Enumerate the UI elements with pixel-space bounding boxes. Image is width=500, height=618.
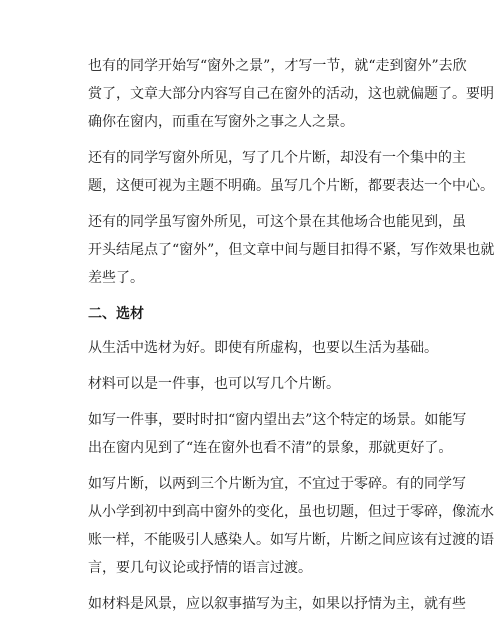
text-line: 材料可以是一件事，也可以写几个片断。 — [88, 376, 340, 392]
paragraph — [88, 334, 442, 362]
text-line: 如写一件事，要时时扣“窗内望出去”这个特定的场景。如能写 — [88, 412, 467, 428]
paragraph — [88, 52, 494, 136]
text-line: 从小学到初中到高中窗外的变化，虽也切题，但过于零碎，像流水 — [88, 504, 494, 520]
paragraph — [88, 370, 442, 398]
text-line: 账一样，不能吸引人感染人。如写片断，片断之间应该有过渡的语 — [88, 532, 494, 548]
text-line: 差些了。 — [88, 270, 144, 286]
paragraph — [88, 590, 466, 618]
body-text — [88, 52, 495, 618]
text-line: 言，要几句议论或抒情的语言过渡。 — [88, 560, 312, 576]
text-line: 还有的同学写窗外所见，写了几个片断，却没有一个集中的主 — [88, 150, 466, 166]
paragraph — [88, 470, 494, 582]
text-line: 如材料是风景，应以叙事描写为主，如果以抒情为主，就有些 — [88, 596, 466, 612]
section-heading: 二、选材 — [88, 306, 144, 322]
text-line: 确你在窗内，而重在写窗外之事之人之景。 — [88, 114, 354, 130]
text-line: 出在窗内见到了“连在窗外也看不清”的景象，那就更好了。 — [88, 440, 453, 456]
text-line: 开头结尾点了“窗外”，但文章中间与题目扣得不紧，写作效果也就 — [88, 242, 495, 258]
text-line: 也有的同学开始写“窗外之景”，才写一节，就“走到窗外”去欣 — [88, 58, 467, 74]
text-line: 题，这便可视为主题不明确。虽写几个片断，都要表达一个中心。 — [88, 178, 494, 194]
text-line: 从生活中选材为好。即使有所虚构，也要以生活为基础。 — [88, 340, 438, 356]
text-line: 如写片断，以两到三个片断为宜，不宜过于零碎。有的同学写 — [88, 476, 466, 492]
paragraph — [88, 406, 467, 462]
text-line: 赏了，文章大部分内容写自己在窗外的活动，这也就偏题了。要明 — [88, 86, 494, 102]
paragraph — [88, 208, 495, 292]
text-line: 还有的同学虽写窗外所见，可这个景在其他场合也能见到，虽 — [88, 214, 466, 230]
paragraph — [88, 144, 494, 200]
